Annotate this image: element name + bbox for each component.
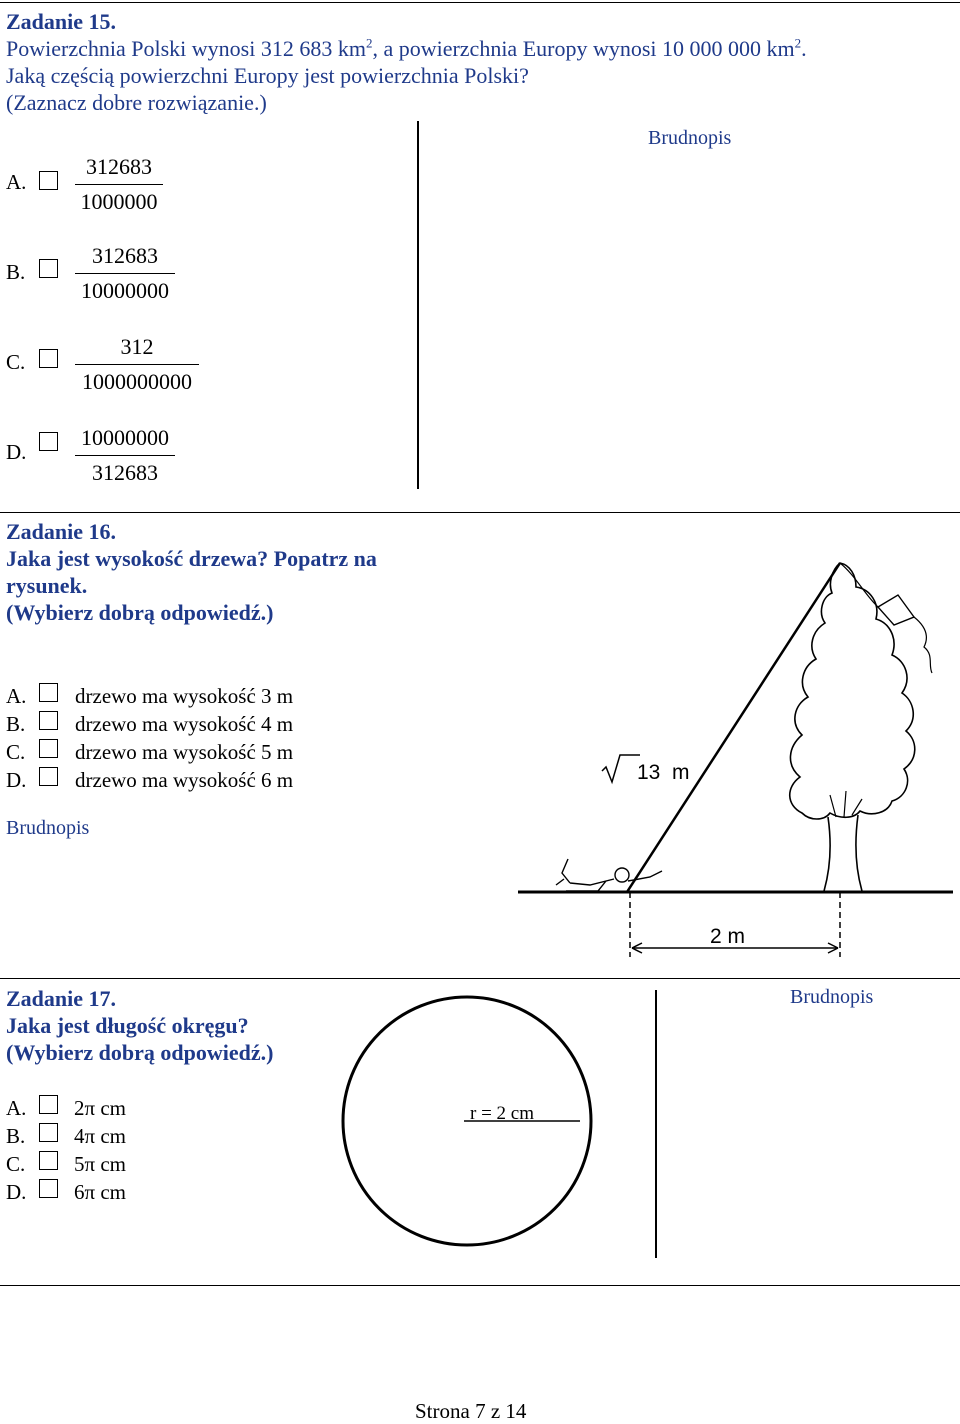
circle-radius-label: r = 2 cm — [470, 1103, 535, 1124]
fraction-bar — [75, 273, 175, 274]
task15-option-d-numerator: 10000000 — [81, 425, 169, 450]
kite-icon — [878, 595, 914, 625]
fraction-bar — [75, 364, 199, 365]
task15-draft-divider — [417, 121, 419, 489]
task15-question-line1 — [6, 35, 807, 62]
task15-line1-sup1: 2 — [365, 35, 373, 51]
task15-question-line2: Jaką częścią powierzchni Europy jest powierzchnia Polski? — [6, 63, 529, 88]
page-number: Strona 7 z 14 — [415, 1399, 527, 1423]
task15-bottom-rule — [0, 512, 960, 513]
task15-option-a-letter: A. — [6, 170, 27, 194]
task17-option-a-text: 2π cm — [74, 1096, 127, 1120]
task15-title: Zadanie 15. — [6, 9, 117, 34]
task17-option-b-text: 4π cm — [74, 1124, 127, 1148]
task15-option-d-denominator: 312683 — [92, 460, 158, 485]
task15-option-c-letter: C. — [6, 350, 26, 374]
hypotenuse-unit: m — [672, 761, 690, 784]
task15-option-b-denominator: 10000000 — [81, 278, 169, 303]
task15-line1-sup2: 2 — [794, 35, 802, 51]
task15-option-d-checkbox[interactable] — [39, 432, 58, 451]
tree-crown-outline — [790, 563, 915, 819]
task16-title: Zadanie 16. — [6, 519, 117, 544]
task16-option-a-checkbox[interactable] — [39, 683, 58, 702]
task17-title: Zadanie 17. — [6, 986, 117, 1011]
task15-option-a-denominator: 1000000 — [80, 189, 158, 214]
task17-option-a-letter: A. — [6, 1096, 27, 1120]
fraction-bar — [75, 184, 163, 185]
task15-option-d-fraction — [75, 423, 175, 488]
task15-option-b-checkbox[interactable] — [39, 259, 58, 278]
task15-option-c-denominator: 1000000000 — [82, 369, 192, 394]
task16-option-c-checkbox[interactable] — [39, 739, 58, 758]
task15-option-a-checkbox[interactable] — [39, 171, 58, 190]
task17-question-line1: Jaka jest długość okręgu? — [6, 1013, 249, 1038]
task16-draft-label: Brudnopis — [6, 817, 90, 839]
hypotenuse-radicand: 13 — [637, 761, 661, 784]
task16-question-line1: Jaka jest wysokość drzewa? Popatrz na — [6, 546, 377, 571]
task15-option-b-fraction — [75, 241, 175, 306]
task17-option-d-checkbox[interactable] — [39, 1179, 58, 1198]
task17-bottom-rule — [0, 1285, 960, 1286]
task17-option-b-checkbox[interactable] — [39, 1123, 58, 1142]
task15-option-c-fraction — [75, 332, 199, 397]
task15-line1-c: . — [801, 36, 807, 61]
tree-trunk — [824, 815, 862, 891]
task15-option-c-numerator: 312 — [120, 334, 154, 359]
task15-option-b-letter: B. — [6, 260, 26, 284]
task17-option-d-text: 6π cm — [74, 1180, 127, 1204]
task17-option-a-checkbox[interactable] — [39, 1095, 58, 1114]
task16-option-d-letter: D. — [6, 768, 27, 792]
sqrt-sign — [602, 755, 640, 782]
kite-tail — [840, 563, 932, 673]
task17-draft-divider — [655, 990, 657, 1258]
task15-line1-a: Powierzchnia Polski wynosi 312 683 km — [6, 36, 366, 61]
task16-option-a-letter: A. — [6, 684, 27, 708]
task17-option-d-letter: D. — [6, 1180, 27, 1204]
task17-option-c-letter: C. — [6, 1152, 26, 1176]
task15-line1-b: , a powierzchnia Europy wynosi 10 000 000 km — [372, 36, 795, 61]
task15-option-a-fraction — [75, 152, 163, 217]
task16-bottom-rule — [0, 978, 960, 979]
task15-draft-label: Brudnopis — [648, 127, 732, 149]
fraction-bar — [75, 455, 175, 456]
task15-option-d-letter: D. — [6, 440, 27, 464]
task16-question-line2: rysunek. — [6, 573, 88, 598]
base-length-label: 2 m — [710, 925, 746, 948]
task15-option-b-numerator: 312683 — [92, 243, 158, 268]
task16-option-a-text: drzewo ma wysokość 3 m — [75, 684, 294, 708]
task17-circle-figure — [330, 985, 600, 1255]
task16-option-b-letter: B. — [6, 712, 26, 736]
task16-option-d-checkbox[interactable] — [39, 767, 58, 786]
task16-option-b-checkbox[interactable] — [39, 711, 58, 730]
task15-question-line3: (Zaznacz dobre rozwiązanie.) — [6, 90, 267, 115]
task17-draft-label: Brudnopis — [790, 986, 874, 1008]
task16-tree-figure — [510, 555, 960, 970]
triangle-hypotenuse — [627, 563, 840, 892]
task16-question-line3: (Wybierz dobrą odpowiedź.) — [6, 600, 274, 625]
task17-option-c-text: 5π cm — [74, 1152, 127, 1176]
task16-option-c-text: drzewo ma wysokość 5 m — [75, 740, 294, 764]
task15-option-a-numerator: 312683 — [86, 154, 152, 179]
task16-option-b-text: drzewo ma wysokość 4 m — [75, 712, 294, 736]
task17-question-line2: (Wybierz dobrą odpowiedź.) — [6, 1040, 274, 1065]
task15-option-c-checkbox[interactable] — [39, 349, 58, 368]
top-rule — [0, 2, 960, 3]
task17-option-c-checkbox[interactable] — [39, 1151, 58, 1170]
task16-option-d-text: drzewo ma wysokość 6 m — [75, 768, 294, 792]
task16-option-c-letter: C. — [6, 740, 26, 764]
task17-option-b-letter: B. — [6, 1124, 26, 1148]
